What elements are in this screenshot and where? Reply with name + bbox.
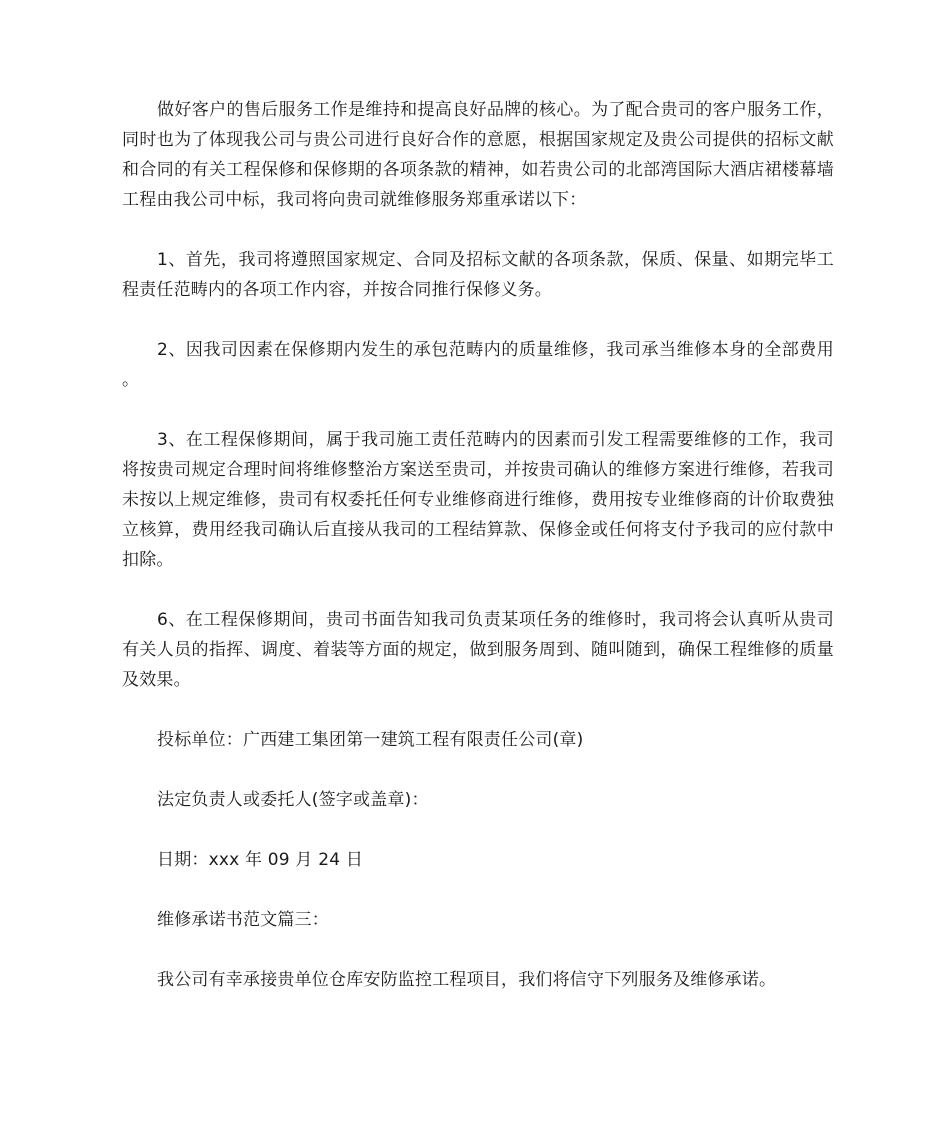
paragraph-spacer bbox=[122, 695, 834, 725]
paragraph-spacer bbox=[122, 305, 834, 335]
paragraph-spacer bbox=[122, 935, 834, 965]
section-opening: 我公司有幸承接贵单位仓库安防监控工程项目，我们将信守下列服务及维修承诺。 bbox=[157, 970, 777, 990]
paragraph-spacer bbox=[122, 815, 834, 845]
paragraph-spacer bbox=[122, 575, 834, 605]
paragraph-spacer bbox=[122, 215, 834, 245]
paragraph-item-1: 1、首先，我司将遵照国家规定、合同及招标文献的各项条款，保质、保量、如期完毕工程责任范畴内的各项工作内容，并按合同推行保修义务。 bbox=[122, 250, 834, 300]
paragraph-spacer bbox=[122, 395, 834, 425]
paragraph-item-2: 2、因我司因素在保修期内发生的承包范畴内的质量维修，我司承当维修本身的全部费用 。 bbox=[122, 340, 834, 390]
section-heading: 维修承诺书范文篇三： bbox=[157, 910, 329, 930]
paragraph-item-6: 6、在工程保修期间，贵司书面告知我司负责某项任务的维修时，我司将会认真听从贵司有关人员的指挥、调度、着装等方面的规定，做到服务周到、随叫随到，确保工程维修的质量及效果。 bbox=[122, 610, 834, 690]
paragraph-item-3: 3、在工程保修期间，属于我司施工责任范畴内的因素而引发工程需要维修的工作，我司将按贵司规定合理时间将维修整治方案送至贵司，并按贵司确认的维修方案进行维修，若我司未按以上规定维修，贵司有权委托任何专业维修商进行维修，费用按专业维修商的计价取费独立核算，费用经我司确认后直接从我司的工程结算款、保修金或任何将支付予我司的应付款中扣除。 bbox=[122, 430, 834, 570]
paragraph-spacer bbox=[122, 755, 834, 785]
representative-line: 法定负责人或委托人(签字或盖章)： bbox=[157, 790, 429, 810]
bidder-line: 投标单位：广西建工集团第一建筑工程有限责任公司(章) bbox=[157, 730, 584, 750]
date-line: 日期：xxx 年 09 月 24 日 bbox=[157, 850, 364, 870]
paragraph-intro: 做好客户的售后服务工作是维持和提高良好品牌的核心。为了配合贵司的客户服务工作，同时也为了体现我公司与贵公司进行良好合作的意愿，根据国家规定及贵公司提供的招标文献和合同的有关工程保修和保修期的各项条款的精神，如若贵公司的北部湾国际大酒店裙楼幕墙工程由我公司中标，我司将向贵司就维修服务郑重承诺以下： bbox=[122, 100, 834, 210]
paragraph-spacer bbox=[122, 875, 834, 905]
document-body bbox=[122, 95, 834, 995]
